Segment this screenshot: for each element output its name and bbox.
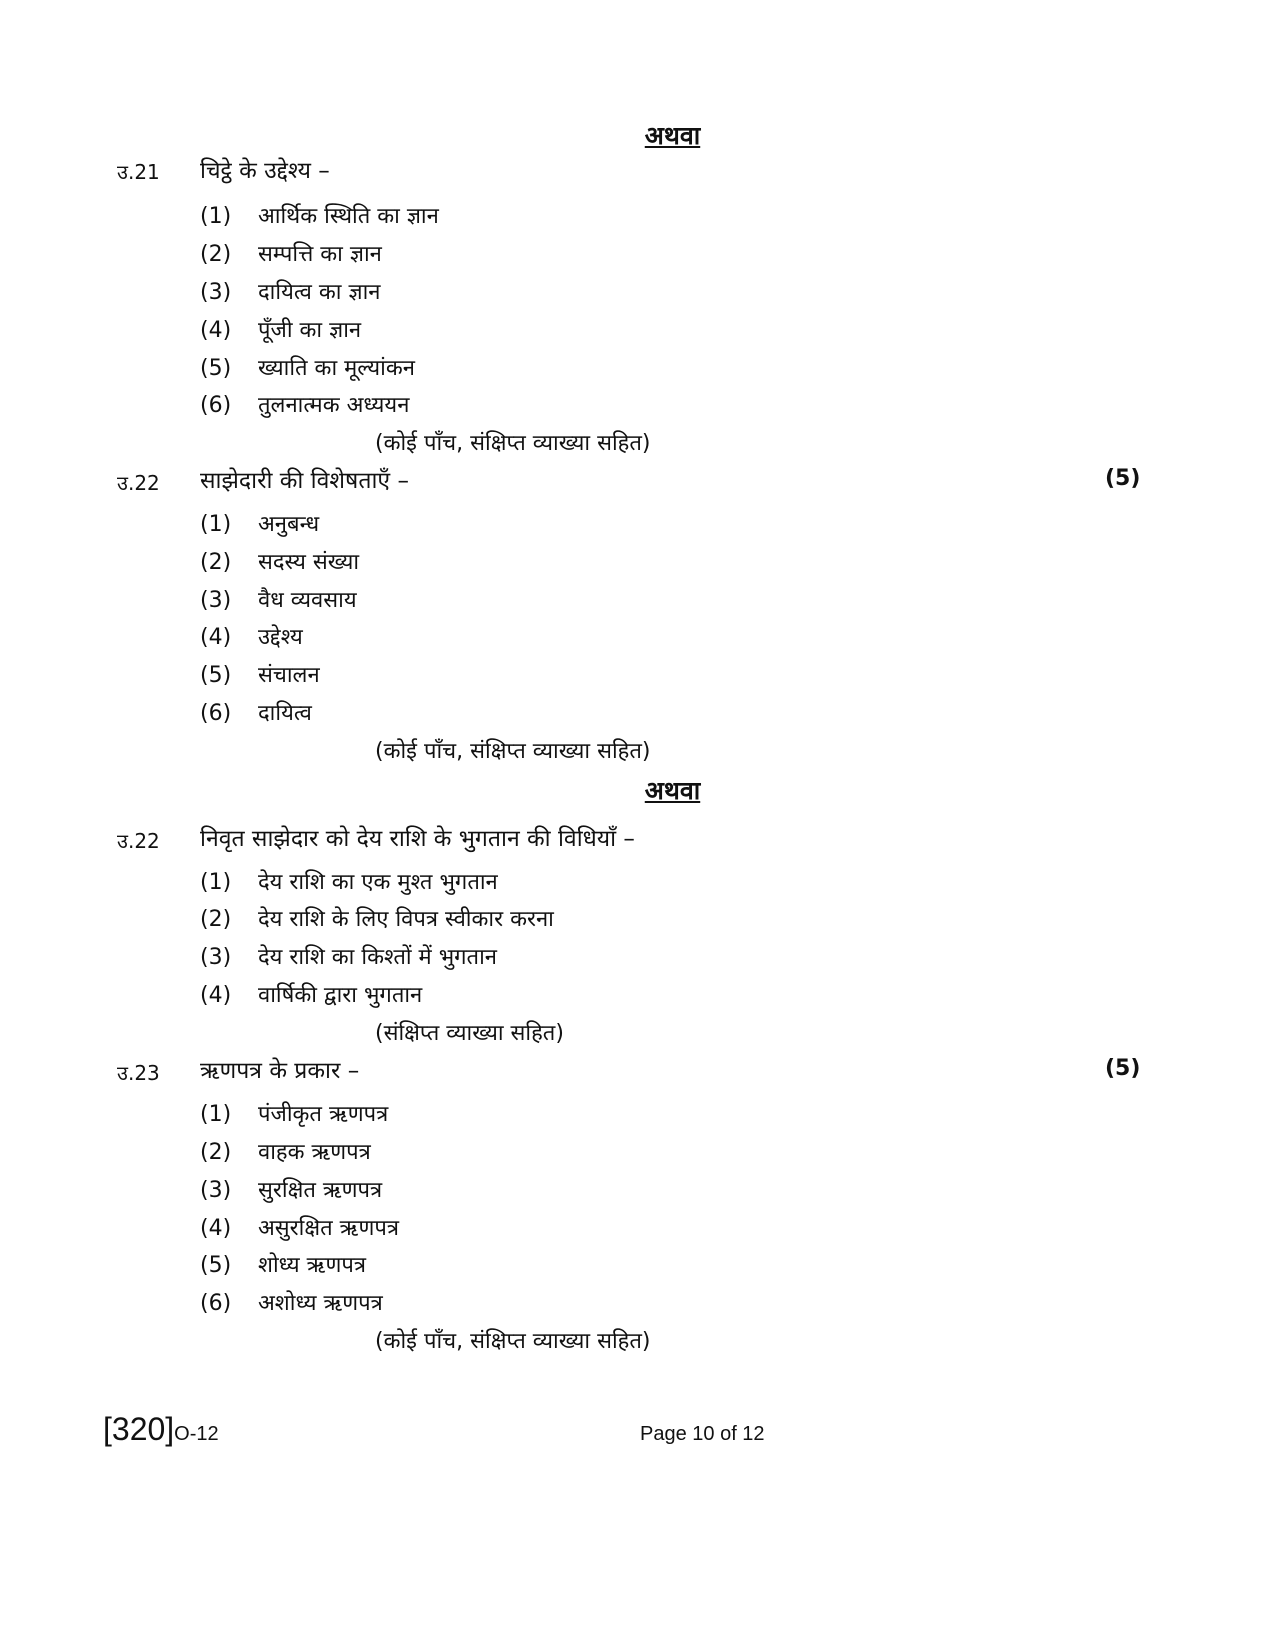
marks-badge: (5) <box>1105 1056 1141 1081</box>
question-title: ऋणपत्र के प्रकार – <box>200 1058 360 1084</box>
list-item: (6) तुलनात्मक अध्ययन <box>200 393 410 418</box>
question-label: उ.22 <box>117 471 160 495</box>
list-item: (4) असुरक्षित ऋणपत्र <box>200 1216 399 1241</box>
list-item: (1) आर्थिक स्थिति का ज्ञान <box>200 204 439 229</box>
page-number: Page 10 of 12 <box>640 1423 765 1445</box>
list-item: (4) उद्देश्य <box>200 625 303 650</box>
list-item: (4) वार्षिकी द्वारा भुगतान <box>200 983 423 1008</box>
list-item: (6) दायित्व <box>200 701 312 726</box>
list-item: (2) सदस्य संख्या <box>200 550 360 575</box>
list-item: (3) सुरक्षित ऋणपत्र <box>200 1178 383 1203</box>
paper-code: [320]O-12 <box>103 1411 219 1447</box>
list-item: (1) पंजीकृत ऋणपत्र <box>200 1102 389 1127</box>
list-item: (6) अशोध्य ऋणपत्र <box>200 1291 383 1316</box>
list-item: (3) वैध व्यवसाय <box>200 588 357 613</box>
list-item: (1) अनुबन्ध <box>200 512 320 537</box>
question-label: उ.23 <box>117 1061 160 1085</box>
list-item: (3) दायित्व का ज्ञान <box>200 280 381 305</box>
list-item: (5) संचालन <box>200 663 320 688</box>
list-item: (3) देय राशि का किश्तों में भुगतान <box>200 945 497 970</box>
question-label: उ.21 <box>117 160 160 184</box>
list-item: (5) शोध्य ऋणपत्र <box>200 1253 366 1278</box>
question-title: निवृत साझेदार को देय राशि के भुगतान की विधियाँ – <box>200 826 635 852</box>
question-title: साझेदारी की विशेषताएँ – <box>200 468 409 494</box>
list-item: (5) ख्याति का मूल्यांकन <box>200 356 415 381</box>
list-item: (4) पूँजी का ज्ञान <box>200 318 362 343</box>
answer-note: (कोई पाँच, संक्षिप्त व्याख्या सहित) <box>375 739 651 764</box>
answer-note: (संक्षिप्त व्याख्या सहित) <box>375 1021 564 1046</box>
answer-note: (कोई पाँच, संक्षिप्त व्याख्या सहित) <box>375 431 651 456</box>
list-item: (1) देय राशि का एक मुश्त भुगतान <box>200 870 498 895</box>
answer-note: (कोई पाँच, संक्षिप्त व्याख्या सहित) <box>375 1329 651 1354</box>
or-divider: अथवा <box>644 121 701 150</box>
list-item: (2) वाहक ऋणपत्र <box>200 1140 371 1165</box>
marks-badge: (5) <box>1105 466 1141 491</box>
question-label: उ.22 <box>117 829 160 853</box>
list-item: (2) सम्पत्ति का ज्ञान <box>200 242 382 267</box>
or-divider: अथवा <box>644 776 701 805</box>
list-item: (2) देय राशि के लिए विपत्र स्वीकार करना <box>200 907 554 932</box>
question-title: चिट्ठे के उद्देश्य – <box>200 158 330 184</box>
